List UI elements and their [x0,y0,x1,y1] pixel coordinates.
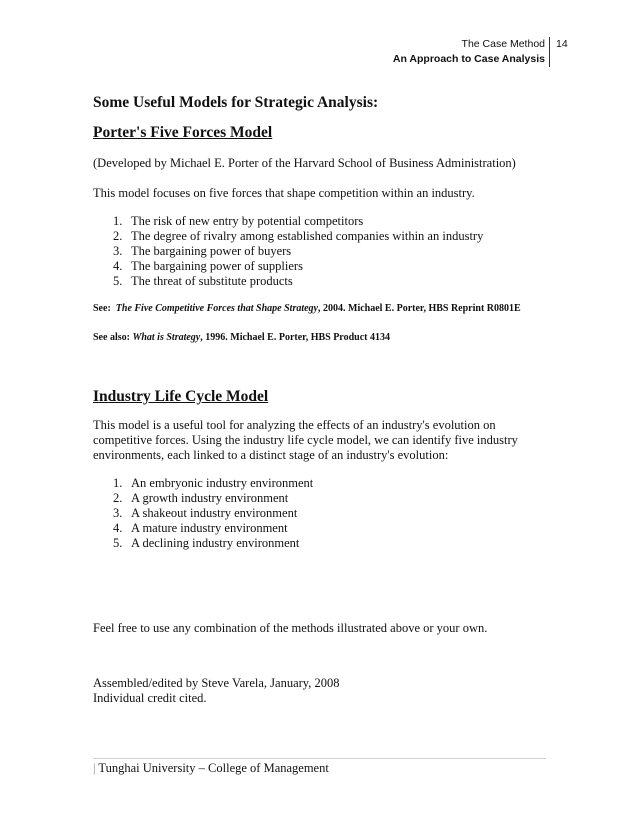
running-header [393,37,545,67]
list-item [113,536,313,551]
header-title-line2: An Approach to Case Analysis [392,53,545,65]
footer-divider [93,758,546,759]
list-text: A mature industry environment [131,521,288,535]
lifecycle-heading: Industry Life Cycle Model [93,388,269,405]
list-item [113,521,313,536]
porter-heading: Porter's Five Forces Model [93,124,273,141]
porter-intro: This model focuses on five forces that shape competition within an industry. [93,186,475,200]
list-text: An embryonic industry environment [131,476,314,490]
see-also-label: See also: [93,332,130,343]
list-number: 1. [113,476,123,490]
list-text: A shakeout industry environment [131,506,298,520]
list-text: The risk of new entry by potential competitors [131,214,364,228]
lifecycle-line-3: environments, each linked to a distinct stage of an industry's evolution: [93,448,449,462]
page-number: 14 [556,38,568,50]
see-also-reference [93,332,390,343]
list-item [113,244,483,259]
header-divider [549,37,550,67]
header-title-line1: The Case Method [461,38,545,50]
list-number: 3. [113,244,123,258]
footer-bar: | [93,761,96,775]
list-number: 5. [113,536,123,550]
list-item [113,491,313,506]
list-item [113,214,483,229]
list-number: 3. [113,506,123,520]
porter-developed-note: (Developed by Michael E. Porter of the Harvard School of Business Administration) [93,156,516,170]
list-item [113,506,313,521]
list-item [113,476,313,491]
see-label: See: [93,303,111,314]
list-text: A declining industry environment [131,536,300,550]
list-number: 4. [113,521,123,535]
page-footer [93,761,329,776]
see-also-details: , 1996. Michael E. Porter, HBS Product 4134 [200,332,390,343]
page-title: Some Useful Models for Strategic Analysis: [93,94,379,111]
see-details: , 2004. Michael E. Porter, HBS Reprint R0801E [318,303,521,314]
list-text: The threat of substitute products [131,274,293,288]
porter-forces-list [113,214,483,289]
credit-line-1: Assembled/edited by Steve Varela, January, 2008 [93,676,340,690]
credit-line-2: Individual credit cited. [93,691,207,705]
see-reference [93,303,521,314]
list-item [113,259,483,274]
see-title: The Five Competitive Forces that Shape Strategy [115,303,318,314]
list-text: The degree of rivalry among established companies within an industry [131,229,484,243]
footer-text: Tunghai University – College of Management [98,761,329,775]
lifecycle-line-2: competitive forces. Using the industry life cycle model, we can identify five industry [93,433,518,447]
see-also-title: What is Strategy [132,332,201,343]
list-text: The bargaining power of buyers [131,244,292,258]
list-number: 5. [113,274,123,288]
list-number: 2. [113,491,123,505]
list-text: The bargaining power of suppliers [131,259,303,273]
list-number: 1. [113,214,123,228]
list-item [113,274,483,289]
list-text: A growth industry environment [131,491,289,505]
lifecycle-stages-list [113,476,313,551]
list-number: 2. [113,229,123,243]
list-item [113,229,483,244]
lifecycle-line-1: This model is a useful tool for analyzing the effects of an industry's evolution on [93,418,496,432]
closing-note: Feel free to use any combination of the methods illustrated above or your own. [93,621,488,635]
list-number: 4. [113,259,123,273]
